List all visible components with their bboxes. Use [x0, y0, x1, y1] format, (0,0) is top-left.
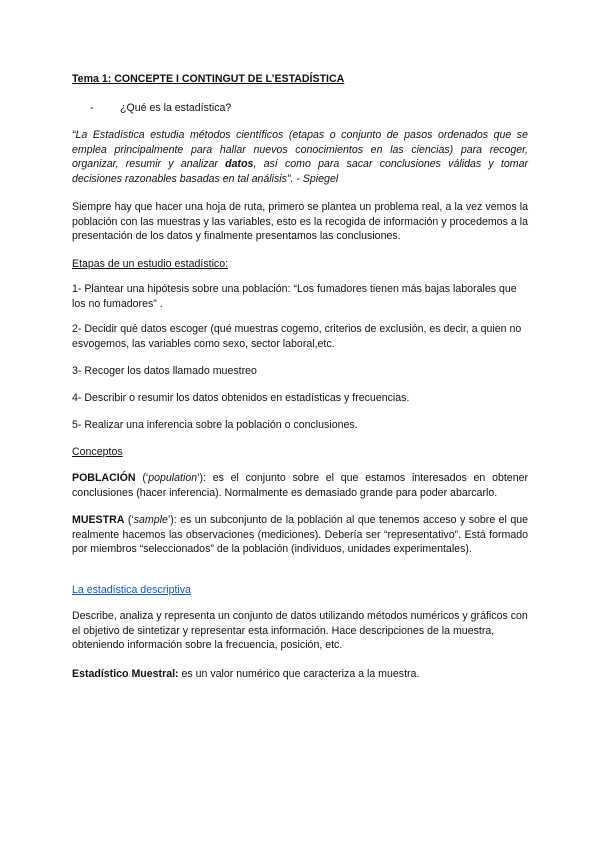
muestra-english: sample — [133, 514, 168, 526]
document-title: Tema 1: CONCEPTE I CONTINGUT DE L'ESTADÍSTICA — [72, 73, 345, 85]
question-text: ¿Qué es la estadística? — [120, 102, 232, 114]
muestra-term: MUESTRA — [72, 514, 125, 526]
muestra-open: (‘ — [124, 514, 134, 526]
stage-item-3: 3- Recoger los datos llamado muestreo — [72, 365, 257, 377]
descriptive-paragraph: Describe, analiza y representa un conjunto de datos utilizando métodos numéricos y gráficos con el objetivo de sintetizar y representar esta información. Hace descripciones de la muestra, obteniendo información sobre la frecuencia, posición, etc. — [72, 610, 528, 652]
spiegel-quote — [72, 128, 528, 186]
descriptive-heading-link[interactable]: La estadística descriptiva — [72, 584, 191, 596]
poblacion-paragraph — [72, 471, 528, 500]
poblacion-definition: ’): es el conjunto sobre el que estamos interesados en obtener conclusiones (hacer inferencia). Normalmente es demasiado grande para poder abarcarlo. — [72, 472, 529, 499]
quote-before: “La Estadística estudia métodos científicos (etapas o conjunto de pasos ordenados que se emplea principalmente para hallar nuevos conocimientos en las ciencias) para recoger, organizar, resumir y analizar — [72, 129, 528, 171]
statistic-term: Estadístico Muestral: — [72, 668, 179, 680]
stage-item-1: 1- Plantear una hipótesis sobre una población: “Los fumadores tienen más bajas laborales que los no fumadores” . — [72, 283, 517, 310]
quote-bold-word: datos — [225, 158, 254, 171]
question-bullet — [90, 102, 231, 114]
stages-heading: Etapas de un estudio estadístico: — [72, 258, 229, 270]
bullet-dash: - — [90, 102, 94, 114]
statistic-definition: es un valor numérico que caracteriza a la muestra. — [178, 668, 420, 680]
statistic-paragraph — [72, 667, 528, 682]
intro-paragraph: Siempre hay que hacer una hoja de ruta, primero se plantea un problema real, a la vez vemos la población con las muestras y las variables, esto es la recogida de información y procedemos a la presentación de los datos y finalmente presentamos las conclusiones. — [72, 201, 528, 243]
poblacion-english: population — [148, 472, 198, 484]
quote-after: , así como para sacar conclusiones válidas y tomar decisiones razonables basadas en tal análisis”. — [72, 158, 528, 185]
muestra-paragraph — [72, 513, 528, 557]
poblacion-term: POBLACIÓN — [72, 472, 136, 484]
stage-item-2: 2- Decidir qué datos escoger (qué muestras cogemo, criterios de exclusión, es decir, a quien no esvogemos, las variables como sexo, sector laboral,etc. — [72, 323, 522, 350]
poblacion-open: (‘ — [135, 472, 149, 484]
quote-author: - Spiegel — [293, 172, 339, 185]
concepts-heading: Conceptos — [72, 446, 123, 458]
stage-item-4: 4- Describir o resumir los datos obtenidos en estadísticas y frecuencias. — [72, 392, 410, 404]
muestra-definition: ’): es un subconjunto de la población al que tenemos acceso y sobre el que realmente hacemos las observaciones (mediciones). Debería ser “representativo”. Está formado por miembros “seleccionados” de la población (individuos, unidades experimentales). — [72, 514, 528, 556]
stage-item-5: 5- Realizar una inferencia sobre la población o conclusiones. — [72, 419, 358, 431]
